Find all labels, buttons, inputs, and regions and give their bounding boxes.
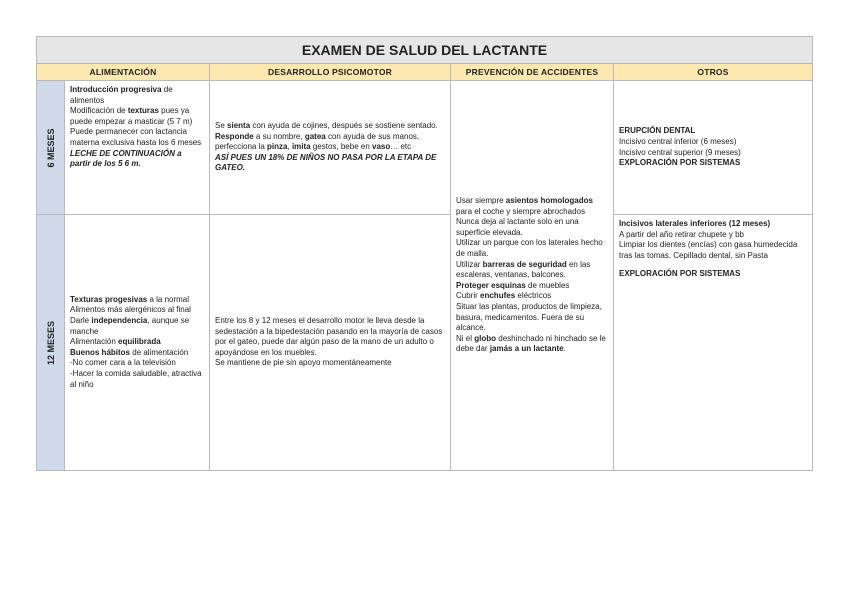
otros-12: Incisivos laterales inferiores (12 meses) A partir del año retirar chupete y bb Limpiar los dientes (encías) con gasa humedecida tras las tomas. Cepillado dental, sin Pasta EXPLORACIÓN POR SISTEMAS bbox=[614, 215, 813, 471]
exam-table bbox=[36, 36, 813, 471]
header-prevencion: PREVENCIÓN DE ACCIDENTES bbox=[451, 64, 614, 81]
alimentacion-6: Introducción progresiva de alimentos Modificación de texturas pues ya puede empezar a masticar (5 7 m) Puede permanecer con lactancia materna exclusiva hasta los 6 meses LECHE DE CONTINUACIÓN a partir de los 5 6 m. bbox=[65, 81, 210, 215]
desarrollo-6: Se sienta con ayuda de cojines, después se sostiene sentado. Responde a su nombre, gatea con ayuda de sus manos, perfecciona la pinza, imita gestos, bebe en vaso… etc ASÍ PUES UN 18% DE NIÑOS NO PASA POR LA ETAPA DE GATEO. bbox=[210, 81, 451, 215]
alimentacion-12: Texturas progesivas a la normal Alimentos más alergénicos al final Darle independencia, aunque se manche Alimentación equilibrada Buenos hábitos de alimentación -No comer cara a la televisión -Hacer la comida saludable, atractiva al niño bbox=[65, 215, 210, 471]
age-label-6: 6 MESES bbox=[37, 81, 65, 215]
header-desarrollo: DESARROLLO PSICOMOTOR bbox=[210, 64, 451, 81]
header-otros: OTROS bbox=[614, 64, 813, 81]
age-label-12: 12 MESES bbox=[37, 215, 65, 471]
prevencion-accidentes: Usar siempre asientos homologados para el coche y siempre abrochados Nunca deja al lactante solo en una superficie elevada. Utilizar un parque con los laterales hecho de malla. Utilizar barreras de seguridad en las escaleras, ventanas, balcones. Proteger esquinas de muebles Cubrir enchufes eléctricos Situar las plantas, productos de limpieza, basura, medicamentos. Fuera de su alcance. Ni el globo deshinchado ni hinchado se le debe dar jamás a un lactante. bbox=[451, 81, 614, 471]
row-6-meses bbox=[37, 81, 813, 215]
header-alimentacion: ALIMENTACIÓN bbox=[37, 64, 210, 81]
otros-6: ERUPCIÓN DENTAL Incisivo central inferior (6 meses) Incisivo central superior (9 meses) EXPLORACIÓN POR SISTEMAS bbox=[614, 81, 813, 215]
row-12-meses bbox=[37, 215, 813, 471]
table-title: EXAMEN DE SALUD DEL LACTANTE bbox=[37, 37, 813, 64]
desarrollo-12: Entre los 8 y 12 meses el desarrollo motor le lleva desde la sedestación a la bipedestación pasando en la mayoría de casos por el gateo, puede dar algún paso de la mano de un adulto o apoyándose en los muebles. Se mantiene de pie sin apoyo momentáneamente bbox=[210, 215, 451, 471]
